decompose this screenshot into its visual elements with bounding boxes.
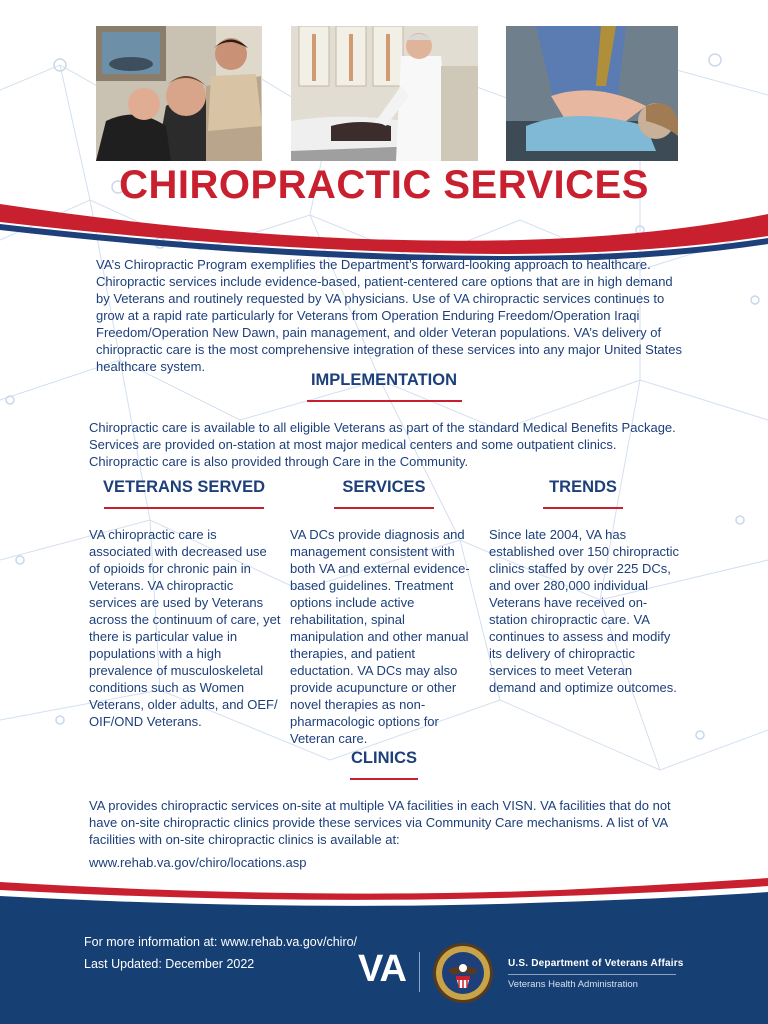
veterans-served-heading: VETERANS SERVED	[103, 478, 265, 496]
admin-name: Veterans Health Administration	[508, 979, 638, 990]
intro-paragraph: VA’s Chiropractic Program exemplifies the Department’s forward-looking approach to healthcare. Chiropractic services include evidence-based, patient-centered care options that are in high demand by Veterans and routinely requested by VA physicians. Use of VA chiropractic services continues to grow at a rapid rate particularly for Veterans from Operation Enduring Freedom/Operation Iraqi Freedom/Operation New Dawn, pain management, and older Veteran populations. VA’s delivery of chiropractic care is the most comprehensive integration of these services into any major United States healthcare system.	[96, 257, 682, 374]
logo-separator	[419, 952, 420, 992]
photo-chiropractor-adjusting-patient	[291, 26, 478, 161]
trends-heading: TRENDS	[549, 478, 617, 496]
implementation-heading: IMPLEMENTATION	[310, 371, 458, 389]
trends-text: Since late 2004, VA has established over 150 chiropractic clinics staffed by over 225 DCs, and over 280,000 individual Veterans have received on-station chiropractic care. VA continues to assess and modify its delivery of chiropractic services to meet Veteran demand and optimize outcomes.	[489, 527, 680, 695]
footer-last-updated: Last Updated: December 2022	[84, 957, 255, 971]
photo-spinal-manipulation-closeup	[506, 26, 678, 161]
services-rule	[334, 507, 434, 509]
trends-rule	[543, 507, 623, 509]
implementation-rule	[307, 400, 462, 402]
dept-name: U.S. Department of Veterans Affairs	[508, 958, 684, 969]
clinics-heading: CLINICS	[351, 749, 417, 767]
services-heading: SERVICES	[342, 478, 426, 496]
dept-rule	[508, 974, 676, 975]
clinics-text: VA provides chiropractic services on-site at multiple VA facilities in each VISN. VA facilities that do not have on-site chiropractic clinics provide these services via Community Care mechanisms. A list of VA facilities with on-site chiropractic clinics is available at:	[89, 798, 671, 847]
veterans-served-text: VA chiropractic care is associated with decreased use of opioids for chronic pain in Veterans. VA chiropractic services are used by Veterans across the continuum of care, yet there is particular value in populations with a high prevalence of musculoskeletal conditions such as Women Veterans, older adults, and OEF/ OIF/OND Veterans.	[89, 527, 281, 729]
page-title: CHIROPRACTIC SERVICES	[119, 163, 649, 207]
footer-more-info[interactable]: For more information at: www.rehab.va.gov/chiro/	[84, 935, 358, 949]
va-seal-icon	[432, 942, 494, 1004]
photo-two-men-consultation	[96, 26, 262, 161]
clinics-locations-link[interactable]: www.rehab.va.gov/chiro/locations.asp	[89, 855, 307, 870]
va-logo: VA	[358, 948, 406, 990]
clinics-rule	[350, 778, 418, 780]
services-text: VA DCs provide diagnosis and management consistent with both VA and external evidence-based guidelines. Treatment options include active rehabilitation, spinal manipulation and other manual therapies, and patient eductation. VA DCs may also provide acupuncture or other novel therapies as non-pharmacologic options for Veteran care.	[290, 527, 470, 746]
implementation-text: Chiropractic care is available to all eligible Veterans as part of the standard Medical Benefits Package. Services are provided on-station at most major medical centers and some outpatient clinics. Chiropractic care is also provided through Care in the Community.	[89, 420, 676, 469]
veterans-served-rule	[104, 507, 264, 509]
